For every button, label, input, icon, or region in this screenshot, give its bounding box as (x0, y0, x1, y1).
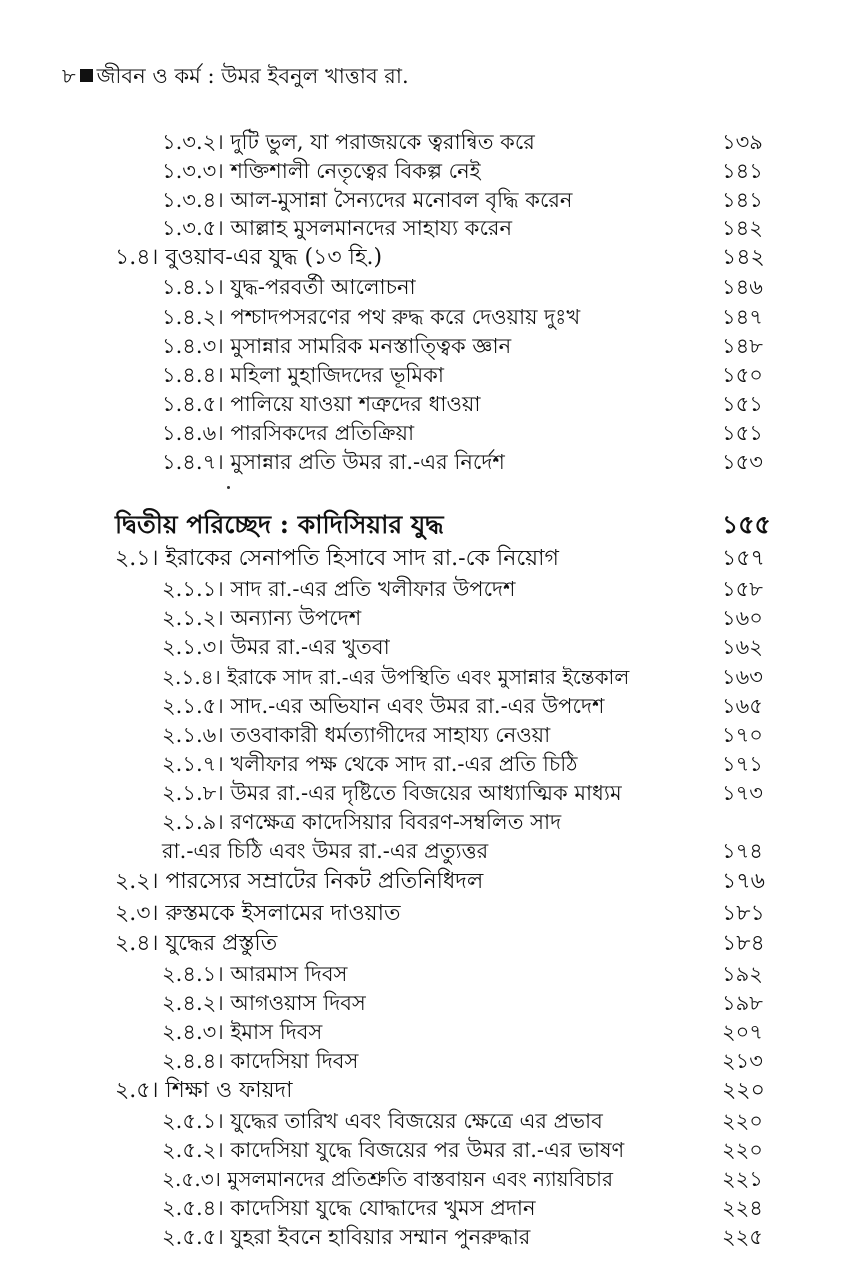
toc-entry (0, 418, 868, 448)
toc-section-title: ২.৩। রুস্তমকে ইসলামের দাওয়াত (115, 901, 401, 926)
toc-entry-continuation (0, 836, 868, 866)
toc-entry-page: ২২৪ (722, 1196, 763, 1220)
toc-section-title: ২.১। ইরাকের সেনাপতি হিসাবে সাদ রা.-কে নিয়োগ (115, 546, 559, 571)
toc-section-title: ১.৪। বুওয়াব-এর যুদ্ধ (১৩ হি.) (115, 245, 383, 270)
toc-entry-title: ২.১.৩। উমর রা.-এর খুতবা (162, 635, 390, 659)
toc-entry-page: ১৬০ (722, 606, 763, 630)
toc-entry (0, 603, 868, 633)
toc-section-page: ১৫৭ (722, 546, 765, 571)
toc-section (0, 1076, 868, 1106)
toc-entry-title: ১.৪.২। পশ্চাদপসরণের পথ রুদ্ধ করে দেওয়ায় দুঃখ (162, 305, 581, 329)
toc-section-page: ২২০ (722, 1078, 765, 1103)
toc-section-page: ১৭৬ (722, 869, 765, 894)
toc-entry (0, 213, 868, 243)
toc-entry-page: ১৪৬ (722, 275, 763, 299)
toc-entry-page: ১৫০ (722, 363, 763, 387)
toc-entry-title: ২.১.৯। রণক্ষেত্র কাদেসিয়ার বিবরণ-সম্বলিত সাদ (162, 810, 562, 834)
toc-entry-page: ১৫৩ (722, 450, 763, 474)
toc-entry-page: ১৪১ (722, 188, 763, 212)
stray-dot (227, 486, 230, 489)
toc-section-title: ২.৪। যুদ্ধের প্রস্তুতি (115, 931, 278, 956)
chapter-page: ১৫৫ (722, 510, 771, 539)
toc-entry-page: ১৭০ (722, 723, 763, 747)
toc-section (0, 544, 868, 574)
toc-entry-page: ১৫৮ (722, 577, 763, 601)
toc-entry-page: ১৫১ (722, 392, 763, 416)
toc-entry-page: ২২০ (722, 1109, 763, 1133)
toc-entry-title: ২.৫.৫। যুহরা ইবনে হাবিয়ার সম্মান পুনরুদ্ধার (162, 1225, 531, 1249)
toc-entry-title: ২.৫.৪। কাদেসিয়া যুদ্ধে যোদ্ধাদের খুমস প্রদান (162, 1196, 536, 1220)
toc-entry-title: ২.৫.৩। মুসলমানদের প্রতিশ্রুতি বাস্তবায়ন এবং ন্যায়বিচার (162, 1167, 613, 1191)
toc-section-title: ২.২। পারস্যের সম্রাটের নিকট প্রতিনিধিদল (115, 869, 484, 894)
toc-section-page: ১৮১ (722, 901, 765, 926)
toc-entry (0, 447, 868, 477)
toc-section-page: ১৮৪ (722, 931, 765, 956)
toc-entry (0, 807, 868, 837)
toc-section (0, 867, 868, 897)
toc-entry-title: ২.১.২। অন্যান্য উপদেশ (162, 606, 362, 630)
toc-entry (0, 389, 868, 419)
toc-entry-title: ১.৪.১। যুদ্ধ-পরবর্তী আলোচনা (162, 275, 416, 299)
toc-entry-page: ২০৭ (722, 1020, 763, 1044)
toc-entry-title: ২.৫.২। কাদেসিয়া যুদ্ধে বিজয়ের পর উমর রা.-এর ভাষণ (162, 1138, 625, 1162)
toc-entry (0, 662, 868, 692)
toc-chapter-heading (0, 510, 868, 540)
toc-entry (0, 156, 868, 186)
toc-entry (0, 574, 868, 604)
toc-entry-title: ২.৪.২। আগওয়াস দিবস (162, 991, 366, 1015)
toc-entry (0, 127, 868, 157)
toc-entry (0, 1017, 868, 1047)
toc-section-page: ১৪২ (722, 245, 765, 270)
toc-entry-page: ১৬৩ (722, 665, 763, 689)
toc-entry-page: ১৪১ (722, 159, 763, 183)
toc-entry (0, 1164, 868, 1194)
toc-entry-page: ১৯৮ (722, 991, 763, 1015)
toc-entry-title: ২.১.৮। উমর রা.-এর দৃষ্টিতে বিজয়ের আধ্যাত্মিক মাধ্যম (162, 781, 622, 805)
toc-entry-title: ১.৪.৬। পারসিকদের প্রতিক্রিয়া (162, 421, 415, 445)
toc-entry (0, 778, 868, 808)
toc-entry-page: ১৯২ (722, 962, 763, 986)
toc-entry-page: ১৪৮ (722, 334, 763, 358)
toc-entry-title: ২.১.১। সাদ রা.-এর প্রতি খলীফার উপদেশ (162, 577, 516, 601)
toc-entry (0, 988, 868, 1018)
toc-section-title: ২.৫। শিক্ষা ও ফায়দা (115, 1078, 293, 1103)
toc-entry-page: ২২৫ (722, 1225, 763, 1249)
toc-section (0, 899, 868, 929)
toc-section (0, 929, 868, 959)
toc-entry-page: ২২০ (722, 1138, 763, 1162)
toc-entry (0, 720, 868, 750)
chapter-title: দ্বিতীয় পরিচ্ছেদ : কাদিসিয়ার যুদ্ধ (115, 510, 444, 539)
toc-entry (0, 302, 868, 332)
toc-entry-page: ২১৩ (722, 1049, 763, 1073)
toc-entry-title: ১.৪.৪। মহিলা মুহাজিদদের ভূমিকা (162, 363, 444, 387)
square-bullet-icon (80, 69, 93, 82)
toc-entry-title: ২.৪.৪। কাদেসিয়া দিবস (162, 1049, 359, 1073)
toc-entry (0, 185, 868, 215)
toc-entry-page: ১৪৭ (722, 305, 763, 329)
toc-entry (0, 1135, 868, 1165)
toc-entry-page: ১৬৫ (722, 694, 763, 718)
toc-entry-title: ২.৪.১। আরমাস দিবস (162, 962, 348, 986)
running-header (62, 62, 409, 90)
toc-entry (0, 360, 868, 390)
toc-entry (0, 749, 868, 779)
toc-entry-title: ১.৩.৩। শক্তিশালী নেতৃত্বের বিকল্প নেই (162, 159, 481, 183)
toc-entry (0, 1046, 868, 1076)
toc-entry (0, 1106, 868, 1136)
toc-entry-title: ২.১.৬। তওবাকারী ধর্মত্যাগীদের সাহায্য নেওয়া (162, 723, 551, 747)
toc-entry-title: ২.১.৫। সাদ.-এর অভিযান এবং উমর রা.-এর উপদেশ (162, 694, 605, 718)
toc-entry-page: ২২১ (722, 1167, 763, 1191)
toc-entry-title: ১.৩.২। দুটি ভুল, যা পরাজয়কে ত্বরান্বিত করে (162, 130, 535, 154)
toc-entry-title: ১.৪.৩। মুসান্নার সামরিক মনস্তাত্ত্বিক জ্ঞান (162, 334, 512, 358)
toc-entry (0, 272, 868, 302)
toc-entry-title: ১.৪.৫। পালিয়ে যাওয়া শত্রুদের ধাওয়া (162, 392, 481, 416)
running-title: জীবন ও কর্ম : উমর ইবনুল খাত্তাব রা. (96, 64, 409, 88)
page-number: ৮ (62, 64, 76, 88)
toc-entry (0, 1222, 868, 1252)
toc-entry-title: ২.১.৭। খলীফার পক্ষ থেকে সাদ রা.-এর প্রতি চিঠি (162, 752, 578, 776)
toc-entry-title: ১.৪.৭। মুসান্নার প্রতি উমর রা.-এর নির্দেশ (162, 450, 505, 474)
toc-entry-page: ১৩৯ (722, 130, 763, 154)
toc-entry-page: ১৭১ (722, 752, 763, 776)
toc-entry-title: ১.৩.৪। আল-মুসান্না সৈন্যদের মনোবল বৃদ্ধি করেন (162, 188, 573, 212)
toc-entry-page: ১৪২ (722, 216, 763, 240)
toc-entry (0, 1193, 868, 1223)
toc-entry-title: ১.৩.৫। আল্লাহ মুসলমানদের সাহায্য করেন (162, 216, 513, 240)
toc-entry (0, 632, 868, 662)
toc-entry-title: ২.১.৪। ইরাকে সাদ রা.-এর উপস্থিতি এবং মুসান্নার ইন্তেকাল (162, 665, 630, 689)
toc-entry-page: ১৬২ (722, 635, 763, 659)
toc-entry (0, 331, 868, 361)
toc-entry-title: ২.৪.৩। ইমাস দিবস (162, 1020, 323, 1044)
toc-entry (0, 691, 868, 721)
toc-entry-page: ১৭৪ (722, 839, 763, 863)
toc-entry-page: ১৫১ (722, 421, 763, 445)
toc-entry (0, 959, 868, 989)
toc-entry-page: ১৭৩ (722, 781, 763, 805)
toc-entry-title: রা.-এর চিঠি এবং উমর রা.-এর প্রত্যুত্তর (162, 839, 489, 863)
toc-section (0, 243, 868, 273)
toc-entry-title: ২.৫.১। যুদ্ধের তারিখ এবং বিজয়ের ক্ষেত্রে এর প্রভাব (162, 1109, 603, 1133)
